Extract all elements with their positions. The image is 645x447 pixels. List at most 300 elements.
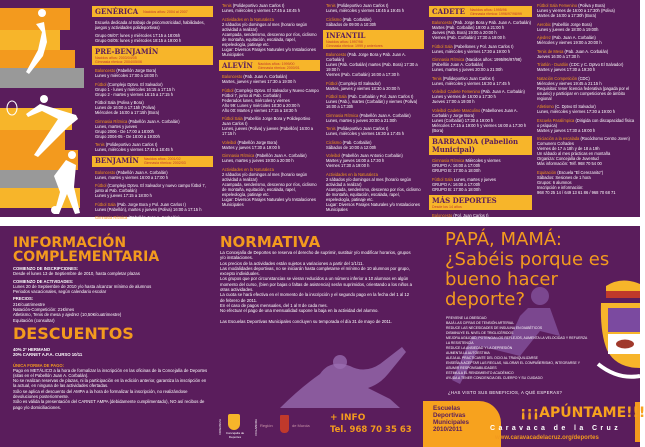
schedule-line: Acampada, senderismo, descenso por ríos, ciclismo de montaña, equitación, escalada, rapel, espeleología, patinaje etc. — [326, 186, 421, 202]
schedule-line: Lunes, miércoles y viernes 17:30 a 19:00 h — [432, 48, 511, 54]
benefit-item: ALEJA AL PRACTICANTE DEL OCIO AL TRANQUILIZARSE — [446, 356, 538, 360]
activity-venue: (Pab. Jorge Bora y Pab. Juan A. Corbalán) — [326, 52, 406, 62]
activity-name: Tenis — [326, 3, 336, 8]
activity-entry — [326, 81, 424, 91]
schedule-line: GRUPO A: 16:00 a 17:00h — [432, 181, 481, 187]
activity-entry — [537, 104, 637, 114]
normativa-closing: Las Escuelas Deportivas Municipales concluyen su temporada el día 31 de mayo de 2011. — [220, 318, 393, 324]
activity-venue: (CDC y C. Dptvo El Salvador) — [569, 62, 624, 67]
info-line: Natación-Competición: 21€/mes — [13, 307, 75, 313]
info-title: INFORMACIÓN — [13, 235, 127, 251]
activity-name: Actividades en la Naturaleza — [222, 166, 274, 172]
concejalia-label: Concejalía de Deportes — [225, 431, 245, 439]
activity-name: Fútbol Sala — [95, 201, 116, 207]
schedule-panel — [0, 0, 640, 225]
schedule-line: Miércoles y viernes 19:00 a 20:00 h — [537, 40, 602, 45]
benefit-item: BAJÁ LAS CIFRAS DE TENSIÓN ARTERIAL — [446, 321, 515, 325]
schedule-line: Lunes, miércoles y viernes 17:45 a 18:45 h — [95, 147, 174, 152]
schedule-line: Martes y jueves 17:30 a 19:00 h — [222, 144, 281, 150]
activity-venue: (Complejo Dptvo. El Salvador y nuevo campo fútbol 7, junto al Pab. Corbalán) — [95, 183, 206, 193]
schedule-line: 968 70 25 14 / 649 13 61 86 / 968 70 68 71 — [537, 189, 616, 195]
sponsor-logos — [218, 411, 418, 445]
schedule-line: Martes y jueves 16:00 a 17:30 h — [326, 158, 385, 163]
activity-entry — [95, 183, 213, 198]
schedule-line: 2 sábados y/o domingos al mes (horario según actividad a realizar) — [222, 21, 308, 32]
activity-venue: (Pab. Jorge Bora y Pol. Juan Carlos I) — [116, 201, 186, 207]
activity-name: Gimnasia Rítmica — [95, 118, 128, 124]
activity-name: Ciclismo — [326, 16, 342, 22]
activity-venue: (Pab. Juan A. Corbalán) — [481, 89, 525, 94]
benefit-item: ESTIMULA EL RENDIMIENTO ACADÉMICO — [446, 371, 514, 375]
promo-title-line: PAPÁ, MAMÁ: — [445, 229, 562, 250]
info-heading: COMIENZO DE ACTIVIDADES: — [13, 278, 74, 284]
schedule-line: Lunes, miércoles y viernes 18:45 a 19:45 h — [326, 8, 405, 13]
schedule-line: Organiza: Concejalía de Juventud — [537, 156, 599, 161]
activity-entry — [326, 17, 424, 27]
activity-heading — [432, 108, 532, 118]
activity-venue: (Pabellones y Pol. Juan Carlos I) — [453, 43, 514, 49]
activity-name: Ciclismo — [326, 139, 342, 145]
activity-venue: (Rocódromo Centro Joven) Comunero Cofrades — [537, 136, 630, 146]
schedule-line: Lunes, miércoles y viernes 17:30 a 19:00 h — [537, 109, 616, 114]
info-line: Atletismo, Tenis de mesa y ajedrez (10,50€/cuatrimestre) — [13, 312, 122, 318]
schedule-line: Martes y jueves 17:30 a 19:30 h — [537, 67, 596, 72]
activity-name: Aerobic — [537, 21, 551, 27]
benefit-item: AYUDA A TENER CONCIENCIA DEL CUERPO Y SU CUIDADO — [446, 376, 543, 380]
activity-entry — [222, 3, 320, 13]
info-line: Desde el lunes 13 de Septiembre de 2010, hasta completar plazas — [13, 271, 140, 277]
activity-entry — [222, 140, 320, 150]
activity-entry — [432, 89, 532, 104]
info-panel — [0, 226, 645, 447]
activity-entry — [432, 57, 532, 72]
activity-venue: (Dirigida con discapacidad física o psíquica) — [537, 117, 635, 128]
activity-entry — [537, 170, 637, 195]
schedule-line: Más información: Telf. 968 70 54 00 — [537, 161, 602, 166]
birth-years: Nacidos años: 1997/98 — [326, 39, 363, 44]
benefit-item: DISMINUYE EL NIVEL DE TRIGLICÉRIDOS — [446, 331, 514, 335]
activity-name: Fútbol — [326, 80, 338, 86]
schedule-line: Grupo 2006 - De 17:00 a 18:00h — [95, 128, 154, 134]
activity-entry — [222, 88, 320, 113]
schedule-line: Lugar: Diversos Parajes Naturales y/o Instalaciones Municipales — [222, 46, 316, 57]
benefit-item: PREVIENE LA OBESIDAD — [446, 316, 487, 320]
activity-venue: (Pol. Juan Carlos I) — [453, 213, 489, 218]
activity-venue: (Pab. Juan A. Corbalán) — [552, 35, 596, 40]
category-note — [143, 10, 188, 14]
activity-entry — [95, 82, 213, 97]
normativa-title: NORMATIVA — [220, 233, 321, 251]
activity-entry — [432, 108, 532, 133]
activity-entry — [95, 100, 213, 115]
activity-name: Natación Competición — [537, 75, 578, 81]
schedule-line: Inscripción e información: — [537, 184, 584, 190]
schedule-line: Lunes, martes y jueves 20:00 a 21:00h — [326, 117, 397, 123]
activity-venue: (Pabellón Jorge Bora) — [116, 68, 157, 73]
activity-name: Fútbol — [95, 183, 107, 188]
schedule-line: 2 sábados y/o domingos al mes (horario según actividad a realizar) — [326, 176, 412, 187]
activity-name: Tenis — [95, 142, 105, 147]
activity-entry — [537, 136, 637, 166]
payment-line: Sólo se aplica el descuento del AMPA a la hora de formalizar la inscripción, no realizándose devoluciones posteriormente. — [13, 388, 188, 400]
category-note — [144, 157, 186, 165]
description-line: Grupo 06/07: lunes y miércoles 17:15 a 18:05h — [95, 33, 181, 38]
activity-entry — [537, 35, 637, 45]
activity-name: Gimnasia Rítmica — [326, 112, 359, 118]
info-heading: PRECIOS: — [13, 296, 34, 302]
schedule-line: Lunes, martes y viernes 16:00 a 17:00 h — [95, 174, 169, 180]
schedule-line: Viernes 17:30 a 19:00 h — [326, 163, 370, 168]
activity-entry — [432, 44, 532, 54]
activity-venue: (Complejo Dptvo. El Salvador) — [107, 81, 163, 87]
activity-name: Escuela Paralímpica — [537, 117, 575, 123]
descuento-line: 20% CARNET A.P.A. CURSO 10/11 — [13, 352, 83, 358]
promo-title-line: ¿Sabéis porque es — [445, 249, 610, 270]
benefit-item: REDUCE LAS NECESIDADES DE INSULINA EN DIABÉTICOS — [446, 326, 543, 330]
badge-line: Municipales — [433, 419, 470, 426]
normativa-section — [220, 234, 415, 324]
activity-entry — [537, 49, 637, 59]
activity-name: Baloncesto — [432, 20, 453, 25]
schedule-line: Lunes (Pab.), martes (Corbalán) y viernes (Poliva) 16:00 a 17:30h — [326, 99, 418, 109]
badge-line: 2010/2011 — [433, 426, 463, 433]
activity-entry — [432, 177, 532, 192]
column-alevin — [222, 3, 320, 210]
activity-entry — [432, 213, 532, 223]
activity-name: Atletismo — [537, 104, 554, 109]
category-header — [92, 156, 213, 167]
rule-line: Los grupos que por circunstancias se vieran reducidos a un número inferior a 10 alumnos en algún momento del curso, (bien por bajas o faltas de asistencia) serán suprimidos, orientando a los niños a otras actividades. — [220, 276, 413, 293]
schedule-line: Miércoles de 16:00 a 17:15h (Bora) — [95, 110, 160, 115]
activity-name: Equitación — [537, 169, 557, 175]
activity-venue: (Pab. Juan A. Corbalán) — [564, 48, 609, 54]
schedule-line: Un sábado al mes prácticas en montaña — [537, 151, 611, 156]
activity-name: Tenis — [432, 75, 442, 81]
activity-venue: (Polideportivo Juan Carlos I) — [442, 75, 495, 81]
birth-years: Nacidos años: 1999/00 — [257, 61, 295, 66]
category-note — [95, 56, 142, 64]
stretching-figure-icon — [270, 344, 410, 410]
schedule-line: Lunes y viernes de 16:00 a 17:30h (Poliva) — [537, 8, 615, 13]
activity-entry — [432, 20, 532, 40]
activity-heading — [326, 52, 424, 62]
activity-entry — [326, 3, 424, 13]
activity-name: Ajedrez — [537, 35, 551, 40]
activity-venue: Lunes, martes y jueves — [453, 176, 496, 182]
activity-venue: (Complejo Dptvo. El Salvador y Nuevo Campo Fútbol 7, junto al Pab. Corbalán) — [222, 87, 319, 98]
info-section — [13, 236, 208, 410]
rule-line: En el caso de pagos mensuales, del 1 al 8 de cada mes. — [220, 302, 328, 308]
schedule-line: Acampada, senderismo, descenso por ríos, ciclismo de montaña, equitación, escalada, rapel, espeleología, patinaje etc. — [222, 31, 317, 47]
schedule-line: Lunes, jueves (Poliva) y jueves (Pabellón) 16:00 a 17:15 h — [222, 126, 314, 136]
activity-name: Tenis — [222, 3, 232, 8]
schedule-line: Martes de 16:00 a 17:30h (Bora) — [537, 13, 597, 18]
escuelas-badge — [423, 401, 501, 447]
activity-name: Actividades en la Naturaleza — [222, 16, 274, 22]
category-title: BARRANDA (Pabellón Municipal) — [432, 136, 519, 154]
schedule-line: Lunes y viernes de 16:00 a 17:30 h — [432, 94, 496, 99]
apuntame-callout: ¡¡¡APÚNTAME!!! — [520, 405, 645, 421]
category-title: GENÉRICA — [95, 6, 139, 16]
activity-venue: (Pab. Corbalán) — [342, 139, 372, 145]
activity-entry — [537, 22, 637, 32]
activity-venue: (Pabellón Juan A. Corbalán) — [359, 112, 411, 118]
promo-question: ¿HAS VISTO SUS BENEFICIOS, A QUÉ ESPERAS? — [448, 390, 563, 395]
benefit-item: AUMENTA LA AUTOESTIMA — [446, 351, 490, 355]
activity-name: Triatlón - Duatlón — [537, 62, 569, 67]
gimnasia-years: Gimnasia rítmica: 2004/05/06 — [95, 59, 142, 64]
schedule-line: Martes y jueves 17:30 a 19:00 h — [537, 127, 596, 133]
category-note — [258, 62, 300, 70]
activity-name: Gimnasia Rítmica — [432, 158, 465, 163]
rule-line: No efectuar el pago de una mensualidad supone la baja en la actividad del alumno. — [220, 308, 379, 314]
activity-entry — [222, 153, 320, 163]
activity-venue: (Nacidos años: 1995/96/97/98) (Pabellón Juan A. Corbalán) — [432, 57, 522, 67]
category-header — [219, 60, 320, 71]
pago-list — [13, 368, 208, 410]
activity-entry — [222, 167, 320, 207]
activity-heading — [222, 88, 320, 98]
schedule-line: Grupos: 6 alumnos — [537, 179, 572, 185]
schedule-line: Federados lunes, miércoles y viernes — [222, 97, 290, 103]
schedule-line: Lunes (Pabellón), martes y jueves (Poliva) 16:00 a 17:15 h — [95, 206, 202, 212]
activity-entry — [326, 113, 424, 123]
activity-name: Fútbol Sala — [432, 176, 453, 182]
rule-line: Los precios de la actividades están sujetos a variaciones a partir del 1/1/11. — [220, 260, 364, 266]
schedule-line: Miércoles 17:15 a 19:00 h y viernes 16:00 a 17:30 h (Bora) — [432, 122, 527, 133]
schedule-line: Acampada, senderismo, descenso por ríos, ciclismo de montaña, equitación, escalada, rapel, espeleología, patinaje etc. — [222, 181, 317, 197]
category-header — [429, 195, 532, 210]
activity-entry — [95, 68, 213, 78]
benefit-item: ENSEÑA A ACEPTAR LAS REGLAS, VALORAR EL COMPAÑERISMO, INTEGRARSE Y ASUMIR RESPONSABILIDADES — [446, 361, 580, 370]
activity-name: Gimnasia Rítmica — [95, 215, 128, 220]
activity-name: Fútbol — [95, 81, 107, 87]
schedule-line: Año 99: Lunes y miércoles 18:30 a 20:00 h — [222, 102, 300, 108]
schedule-line: 2 sábados y/o domingos al mes (horario según actividad a realizar) — [222, 171, 308, 182]
activity-entry — [222, 116, 320, 136]
category-header — [323, 30, 424, 49]
activity-name: Fútbol — [222, 87, 234, 93]
activity-entry — [95, 119, 213, 139]
activity-name: Voleibol Cadete Masculino — [432, 107, 481, 113]
gimnasia-years: Gimnasia rítmica: 2000/01 — [257, 65, 300, 70]
info-title-2: COMPLEMENTARIA — [13, 249, 160, 265]
schedule-line: Grupo 2 - martes y viernes 16:15 a 17:15 h — [95, 91, 174, 97]
activity-entry — [432, 76, 532, 86]
column-infantil — [326, 3, 424, 215]
activity-venue: (Pabellón Juan A. Corbalán) — [128, 118, 180, 124]
schedule-line: Martes, jueves y viernes 17:30 a 19:00 h — [222, 79, 296, 84]
category-title: BENJAMÍN — [95, 156, 139, 165]
activity-name: Tenis de Mesa — [537, 48, 564, 54]
rule-line: La cuota se hará efectiva en el momento de la inscripción y el segundo pago en la fecha del 1 al 12 de febrero de 2011. — [220, 292, 410, 303]
category-title: MÁS DEPORTES — [432, 195, 497, 205]
region-label: Región — [260, 423, 273, 428]
activity-venue: (Complejo El Salvador) — [338, 80, 381, 86]
pago-heading: ÚNICA FORMA DE PAGO: — [13, 362, 65, 368]
activity-entry — [95, 202, 213, 212]
schedule-line: Sábados de 09:00 a 10:30h — [326, 21, 377, 27]
category-title: CADETE — [432, 6, 465, 16]
schedule-line: Martes (Pab. Corbalán) 19:00 a 21:00 h — [432, 25, 505, 30]
schedule-line: Lunes, martes y jueves 20:00 a 21:00h — [432, 67, 503, 72]
schedule-line: Viernes (Pab. Corbalán) 17:30 a 19:00 h — [432, 35, 506, 40]
info-line: 21€/cuatrimestre — [13, 301, 46, 307]
activity-heading — [222, 116, 320, 126]
birth-years: Desde los 14 años — [432, 204, 462, 209]
activity-entry — [95, 142, 213, 152]
info-line: Periodos vacacionales, según calendario escolar — [13, 289, 107, 295]
more-info-label: + INFO — [330, 413, 366, 423]
activity-name: Fútbol Sala — [326, 94, 347, 99]
benefit-item: REDUCE LA ANSIEDAD Y LA DEPRESIÓN — [446, 346, 513, 350]
activity-entry — [537, 62, 637, 72]
activity-heading — [326, 113, 424, 118]
category-header — [429, 6, 532, 17]
activity-name: Fútbol Sala Femenino — [537, 3, 578, 8]
payment-line: Sólo es válida la presentación del CARNET AMPA (debidamente cumplimentado), NO así recibos de pago y/o domiciliaciones. — [13, 399, 205, 410]
category-note — [326, 40, 383, 48]
activity-venue: (Pabellón Juan Antonio Corbalán) — [341, 153, 403, 158]
schedule-line: Lunes, miércoles y viernes 16:30 a 17:45 h — [326, 131, 405, 136]
activity-entry — [326, 52, 424, 77]
description — [95, 20, 213, 30]
descuentos-list — [13, 347, 208, 358]
schedule-line: GRUPO A: 16:00 a 17:00h — [432, 163, 481, 168]
schedule-line: Viernes (Pab. Corbalán) 16:00 a 17:30 h — [326, 72, 400, 77]
info-heading: COMIENZO DE INSCRIPCIONES: — [13, 266, 79, 271]
schedule-line: Lunes, martes y jueves 19:00 a 20:00 h — [222, 158, 294, 163]
descuento-line: 40% 2º HERMANO — [13, 346, 51, 352]
badge-line: Escuelas — [433, 405, 461, 412]
activity-entry — [326, 94, 424, 109]
payment-line: Pago en METÁLICO a la hora de formalizar la inscripción en las oficinas de la Concejalía de Deportes (sitas en el Pabellón Juan A. Corbalán). — [13, 367, 208, 378]
rule-line: Las modalidades deportivas, no se iniciarán hasta completarse el mínimo de 10 alumnos por grupo, excepto individuales. — [220, 265, 410, 277]
schedule-line: Lunes, martes y jueves — [95, 123, 138, 129]
colabora-label: COLABORA — [254, 419, 258, 436]
activity-venue: (Pabellón Jorge Bora) — [237, 139, 278, 145]
schedule-line: Año 00: Martes y viernes 17:15 a 18:30 h — [222, 107, 297, 113]
info-line: Lunes 20 de Septiembre de 2010 y/o hasta alcanzar mínimo de alumnos — [13, 283, 152, 289]
category-note — [432, 205, 462, 209]
activity-venue: (Polideportivo Juan Carlos I) — [232, 3, 285, 8]
website-link[interactable]: www.caravacadelacruz.org/deportes — [495, 435, 599, 441]
schedule-line: Grupo 2004-05 - De 18:00 a 19:00h — [95, 133, 160, 139]
activity-venue: (C. Dptvo El Salvador) — [554, 104, 596, 109]
region-label-2: de Murcia — [292, 423, 310, 428]
schedule-line: Lunes de 16:00 a 17:15h (Poliva) — [95, 105, 156, 110]
activity-venue: (Pabellones Juan A. Corbalán y Jorge Bora) — [432, 107, 518, 118]
column-cadete — [432, 3, 532, 227]
birth-years: Nacidos años: 2004 al 2007 — [143, 9, 188, 14]
activity-entry — [432, 158, 532, 173]
description-line: Grupo 04/05: lunes y miércoles 18:15 a 19:00 h — [95, 38, 182, 43]
activity-name: Voleibol — [222, 139, 237, 145]
birth-years: Nacidos años: 2001/02 — [143, 157, 181, 161]
activity-heading — [95, 183, 213, 193]
activity-entry — [537, 3, 637, 18]
town-name: Caravaca de la Cruz — [490, 425, 622, 432]
activity-name: Gimnasia Rítmica — [222, 153, 255, 158]
activity-venue: (Pabellón Juan A. Corbalán) — [128, 215, 180, 220]
promo-title-line: deporte? — [445, 289, 526, 310]
activity-venue: (Pabellón Jorge Bora y Polideportivo Juan Carlos I) — [222, 116, 311, 126]
activity-name: Baloncesto — [95, 169, 116, 175]
activity-venue: Miércoles y viernes — [465, 158, 501, 163]
ayuntamiento-crest-icon — [228, 414, 240, 430]
activity-entry — [537, 118, 637, 133]
schedule-line: Lunes y jueves de 18:00 a 19:00h — [537, 26, 599, 32]
activity-entry — [95, 170, 213, 180]
activity-entry — [326, 126, 424, 136]
activity-name: Voleibol Cadete Femenino — [432, 89, 481, 94]
activity-venue: Fútbol Sala (Poliva y Bora) — [95, 100, 144, 105]
schedule-line: Jueves 16:00 a 17:30 h — [537, 53, 580, 59]
activity-entry — [326, 172, 424, 212]
schedule-line: Lugar: Diversos Parajes Naturales y/o Instalaciones Municipales — [326, 201, 420, 212]
activity-name: Baloncesto — [222, 74, 243, 79]
activity-heading — [537, 136, 637, 146]
organiza-label: ORGANIZA — [218, 419, 222, 435]
phone-number: Tel. 968 70 35 63 — [330, 425, 412, 435]
activity-venue: (Pab. Corbalán y Pol. Juan Carlos I) — [347, 94, 414, 99]
region-crest-icon — [280, 415, 289, 433]
info-line: Equitación (consultar) — [13, 317, 55, 323]
rule-line: La Concejalía de Deportes se reserva el derecho de suprimir, sustituir y/o modificar horarios, grupos y/o instalaciones. — [220, 250, 411, 261]
activity-entry — [222, 17, 320, 57]
description-line: Escuela dedicada al trabajo de psicomotricidad, habilidades, juegos y actividades polideportivas) — [95, 20, 205, 30]
schedule-line: Lunes, miércoles y viernes 16:30 a 17:45 h — [432, 80, 511, 86]
descuentos-title: DESCUENTOS — [13, 323, 134, 343]
activity-venue: (Pabellón Juan A. Corbalán) — [116, 169, 168, 175]
activity-venue: (Pab. Jorge Bora y Pab. Juan A. Corbalán) — [453, 20, 532, 25]
activity-name: Baloncesto — [432, 213, 453, 218]
schedule-line: Miércoles y viernes 19:45 a 21:15 h — [537, 80, 602, 86]
activity-name: Iniciación a la escalada — [537, 136, 580, 141]
schedule-line: Requisitos: tener licencia federativa (pagada por el usuario) y participar en competiciones de ámbito regional — [537, 85, 630, 101]
badge-line: Deportivas — [433, 412, 466, 419]
activity-name: Baloncesto — [326, 52, 347, 57]
category-title: PRE-BENJAMÍN — [95, 46, 159, 56]
description — [95, 33, 213, 43]
schedule-line: Lunes y jueves 17:15 a 18:00 h — [95, 193, 152, 198]
gimnasia-years: Gimnasia rítmica: 1996/97/98/99 — [469, 11, 522, 16]
activity-heading — [537, 118, 637, 128]
benefit-item: MEJORA AGILIDAD, POTENCIA LOS REFLEJOS, AUMENTA LA VELOCIDAD Y REFUERZA LA RESISTENCIA — [446, 336, 588, 345]
schedule-line: Lunes y miércoles 17:00 a 18:00 h — [95, 73, 158, 78]
category-header — [92, 46, 213, 65]
activity-venue: (Pab. Juan A. Corbalán) — [243, 74, 288, 79]
schedule-line: Jueves (Pab. Bora) 19:00 a 20:00 h — [432, 30, 497, 35]
activity-entry — [326, 153, 424, 168]
schedule-line: Miércoles y viernes 17:00 a 19:00 h — [432, 218, 497, 223]
activity-venue: (CDC) — [578, 75, 590, 81]
gimnasia-years: Gimnasia rítmica: 1999 y anteriores — [326, 43, 383, 48]
schedule-line: Grupo 1 - lunes y miércoles 16:15 a 17:15 h — [95, 86, 175, 92]
schedule-line: Viernes de 17 a 18h y de 18 a 19h — [537, 146, 600, 151]
benefits-list — [446, 316, 592, 381]
schedule-line: Lunes (Pab. Corbalán) martes (Pab. Bora) 17:30 a 19:00 h — [326, 62, 418, 72]
activity-venue: (Pabellón Juan A. Corbalán) — [255, 153, 307, 158]
activity-venue: (Escuela "El Cerezanito") — [557, 169, 604, 175]
activity-venue: (Polideportivo Juan Carlos I) — [336, 126, 389, 131]
activity-venue: (Poliva y Bora) — [578, 3, 606, 8]
activity-name: Gimnasia Rítmica — [432, 57, 465, 62]
activity-venue: (Pab. Corbalán) — [342, 16, 372, 22]
category-header — [92, 6, 213, 17]
schedule-line: GRUPO B: 17:00 a 18:00h — [432, 186, 481, 192]
rules-list — [220, 250, 415, 314]
